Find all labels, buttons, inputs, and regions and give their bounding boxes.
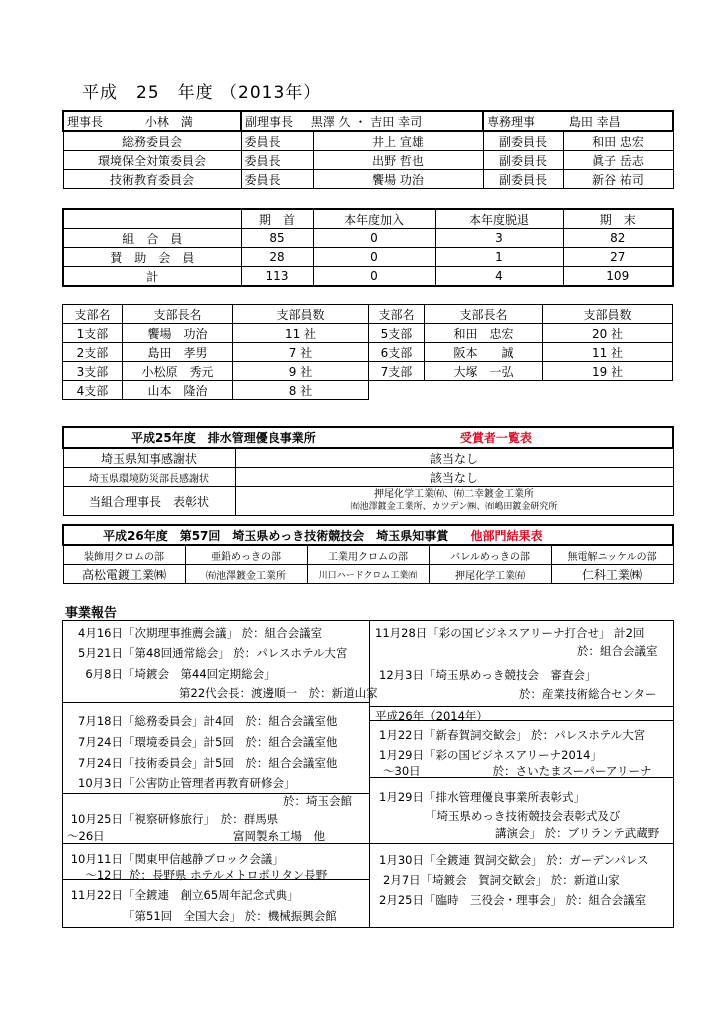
report-item: 「第51回 全国大会」 於：機械振興会館 [123,909,337,923]
award-title: 平成25年度 排水管理優良事業所 [131,431,316,445]
branch-row [369,324,673,343]
contest-category-row [63,545,673,565]
contest-winner: 押尾化学工業㈲ [429,565,551,584]
committee-vice-label: 副委員長 [483,170,563,189]
branch-header: 支部名 [63,305,123,324]
report-item: 「埼玉県めっき技術競技会表彰式及び [425,809,621,823]
contest-winner-row [63,565,673,584]
membership-corner [63,209,241,229]
branch-name: 3支部 [63,362,123,381]
contest-category: バレルめっきの部 [429,545,551,565]
chairman-label: 理事長 [67,114,104,129]
branch-head: 小松原 秀元 [123,362,233,381]
report-item: 10月25日「視察研修旅行」 於：群馬県 [70,812,279,826]
contest-title: 平成26年度 第57回 埼玉県めっき技術競技会 埼玉県知事賞 [103,528,449,543]
reports-separator [370,843,673,844]
committee-chair: 井上 宣雄 [313,131,483,151]
membership-value: 0 [313,229,435,248]
report-item: 於：埼玉会館 [283,794,352,808]
vice-chairman-names: 黒澤 久 ・ 吉田 幸司 [310,114,423,129]
executive-director-label: 専務理事 [487,114,536,129]
membership-header: 期 末 [563,209,673,229]
vice-chairman-cell [241,111,483,131]
branch-row [63,362,369,381]
committee-vice: 和田 忠宏 [563,131,673,151]
branch-count: 11 社 [233,324,369,343]
membership-value: 109 [563,267,673,287]
branch-table-left [62,304,369,400]
report-item: ～12日 於：長野県 ホテルメトロポリタン長野 [85,868,328,882]
report-item: ～26日 富岡製糸工場 他 [67,829,325,843]
award-value: 該当なし [235,448,673,468]
report-item: 講演会」 於：ブリランテ武蔵野 [495,826,660,840]
award-row [63,468,673,487]
committee-row [63,131,673,151]
report-item: 於：組合会議室 [577,644,658,658]
committee-chair-label: 委員長 [241,151,313,170]
contest-title-row [63,525,673,545]
officers-table [62,110,674,189]
branch-row [63,381,369,400]
branch-name: 7支部 [369,362,425,381]
branch-head: 和田 忠宏 [425,324,543,343]
award-title-cell [63,427,673,448]
award-label: 埼玉県環境防災部長感謝状 [63,468,235,487]
membership-value: 85 [241,229,313,248]
membership-header: 本年度加入 [313,209,435,229]
membership-value: 0 [313,248,435,267]
contest-winner: ㈲池澤鍍金工業所 [185,565,307,584]
branch-head: 饗場 功治 [123,324,233,343]
membership-value: 1 [435,248,563,267]
committee-vice-label: 副委員長 [483,131,563,151]
executive-director-cell [483,111,673,131]
membership-label: 賛 助 会 員 [63,248,241,267]
membership-value: 4 [435,267,563,287]
report-year: 平成26年（2014年） [375,709,488,723]
award-label: 当組合理事長 表彰状 [63,487,235,516]
branch-count: 7 社 [233,343,369,362]
report-item: 1月29日「彩の国ビジネスアリーナ2014」 [379,748,602,762]
membership-value: 3 [435,229,563,248]
page-title: 平成 25 年度 （2013年） [82,83,322,103]
report-item: 11月22日「全鍍連 創立65周年記念式典」 [70,888,299,902]
contest-title-cell [63,525,673,545]
reports-heading: 事業報告 [65,606,118,621]
report-item: 12月3日「埼玉県めっき競技会 審査会」 [379,668,597,682]
branch-header: 支部名 [369,305,425,324]
award-table [62,426,674,516]
report-item: ～30日 於：さいたまスーパーアリーナ [383,764,652,778]
branch-count: 20 社 [543,324,673,343]
executive-director-name: 島田 幸昌 [568,114,621,129]
report-item: 4月16日「次期理事推薦会議」 於：組合会議室 [78,626,323,640]
report-item: 第22代会長：渡邊順一 於：新道山家 [179,686,378,700]
award-tag: 受賞者一覧表 [459,431,532,445]
contest-winner: 仁科工業㈱ [551,565,673,584]
report-item: 1月22日「新春賀詞交歓会」 於：パレスホテル大宮 [379,728,646,742]
branch-row [369,343,673,362]
report-item: 1月29日「排水管理優良事業所表彰式」 [379,790,585,804]
award-label: 埼玉県知事感謝状 [63,448,235,468]
report-item: 10月3日「公害防止管理者再教育研修会」 [78,776,296,790]
award-value-cell [235,487,673,516]
committee-vice: 新谷 祐司 [563,170,673,189]
membership-header-row [63,209,673,229]
branch-row [63,343,369,362]
branch-name: 1支部 [63,324,123,343]
branch-head: 大塚 一弘 [425,362,543,381]
contest-table [62,524,674,584]
branch-name: 5支部 [369,324,425,343]
membership-label: 組 合 員 [63,229,241,248]
branch-header: 支部員数 [543,305,673,324]
membership-header: 期 首 [241,209,313,229]
branch-count: 9 社 [233,362,369,381]
officers-top-row [63,111,673,131]
membership-value: 27 [563,248,673,267]
contest-category: 亜鉛めっきの部 [185,545,307,565]
contest-winner: 川口ハードクロム工業㈲ [307,565,429,584]
branch-header: 支部長名 [123,305,233,324]
committee-name: 技術教育委員会 [63,170,241,189]
membership-table [62,208,674,287]
award-title-row [63,427,673,448]
report-item: 7月24日「環境委員会」計5回 於：組合会議室他 [78,735,338,749]
reports-separator [370,706,673,707]
contest-winner: 高松電鍍工業㈱ [63,565,185,584]
branch-row [369,362,673,381]
report-item: 1月30日「全鍍連 賀詞交歓会」 於：ガーデンパレス [379,853,649,867]
branch-table-right [368,304,673,381]
contest-category: 工業用クロムの部 [307,545,429,565]
committee-chair-label: 委員長 [241,170,313,189]
branch-name: 2支部 [63,343,123,362]
report-item: 7月24日「技術委員会」計5回 於：組合会議室他 [78,756,338,770]
membership-header: 本年度脱退 [435,209,563,229]
branch-count: 19 社 [543,362,673,381]
award-value: 押尾化学工業㈲、㈲二幸鍍金工業所 [374,489,534,500]
committee-vice-label: 副委員長 [483,151,563,170]
committee-name: 総務委員会 [63,131,241,151]
committee-chair-label: 委員長 [241,131,313,151]
branch-count: 11 社 [543,343,673,362]
membership-value: 28 [241,248,313,267]
membership-row [63,248,673,267]
vice-chairman-label: 副理事長 [245,114,294,129]
reports-separator [63,702,369,703]
committee-row [63,170,673,189]
chairman-cell [63,111,241,131]
award-value: 該当なし [235,468,673,487]
branch-header: 支部員数 [233,305,369,324]
report-item: 5月21日「第48回通常総会」 於：パレスホテル大宮 [78,646,348,660]
membership-value: 82 [563,229,673,248]
report-item: 11月28日「彩の国ビジネスアリーナ打合せ」 計2回 [375,626,645,640]
report-item: 10月11日「関東甲信越静ブロック会議」 [70,852,284,866]
report-item: 於：産業技術総合センター [519,687,657,701]
reports-box [62,620,674,928]
contest-category: 無電解ニッケルの部 [551,545,673,565]
award-value-second: ㈲池澤鍍金工業所、カツデン㈱、㈲嶋田鍍金研究所 [350,502,558,512]
branch-name: 4支部 [63,381,123,400]
report-item: 2月7日「埼鍍会 賀詞交歓会」 於：新道山家 [383,873,620,887]
reports-divider [369,621,370,927]
membership-value: 0 [313,267,435,287]
branch-head: 島田 孝男 [123,343,233,362]
branch-count: 8 社 [233,381,369,400]
committee-row [63,151,673,170]
branch-head: 阪本 誠 [425,343,543,362]
membership-row [63,229,673,248]
branch-header: 支部長名 [425,305,543,324]
contest-category: 装飾用クロムの部 [63,545,185,565]
committee-vice: 眞子 岳志 [563,151,673,170]
award-row [63,487,673,516]
contest-tag: 他部門結果表 [470,528,543,543]
membership-value: 113 [241,267,313,287]
report-item: 6月8日「埼鍍会 第44回定期総会」 [85,667,276,681]
membership-row [63,267,673,287]
committee-chair: 饗場 功治 [313,170,483,189]
report-item: 7月18日「総務委員会」計4回 於：組合会議室他 [78,714,338,728]
chairman-name: 小林 満 [144,114,193,129]
committee-name: 環境保全対策委員会 [63,151,241,170]
branch-row [63,324,369,343]
branch-name: 6支部 [369,343,425,362]
branch-header-row [63,305,369,324]
branch-header-row [369,305,673,324]
branch-head: 山本 隆治 [123,381,233,400]
report-item: 2月25日「臨時 三役会・理事会」 於：組合会議室 [379,893,647,907]
membership-label: 計 [63,267,241,287]
award-row [63,448,673,468]
committee-chair: 出野 哲也 [313,151,483,170]
